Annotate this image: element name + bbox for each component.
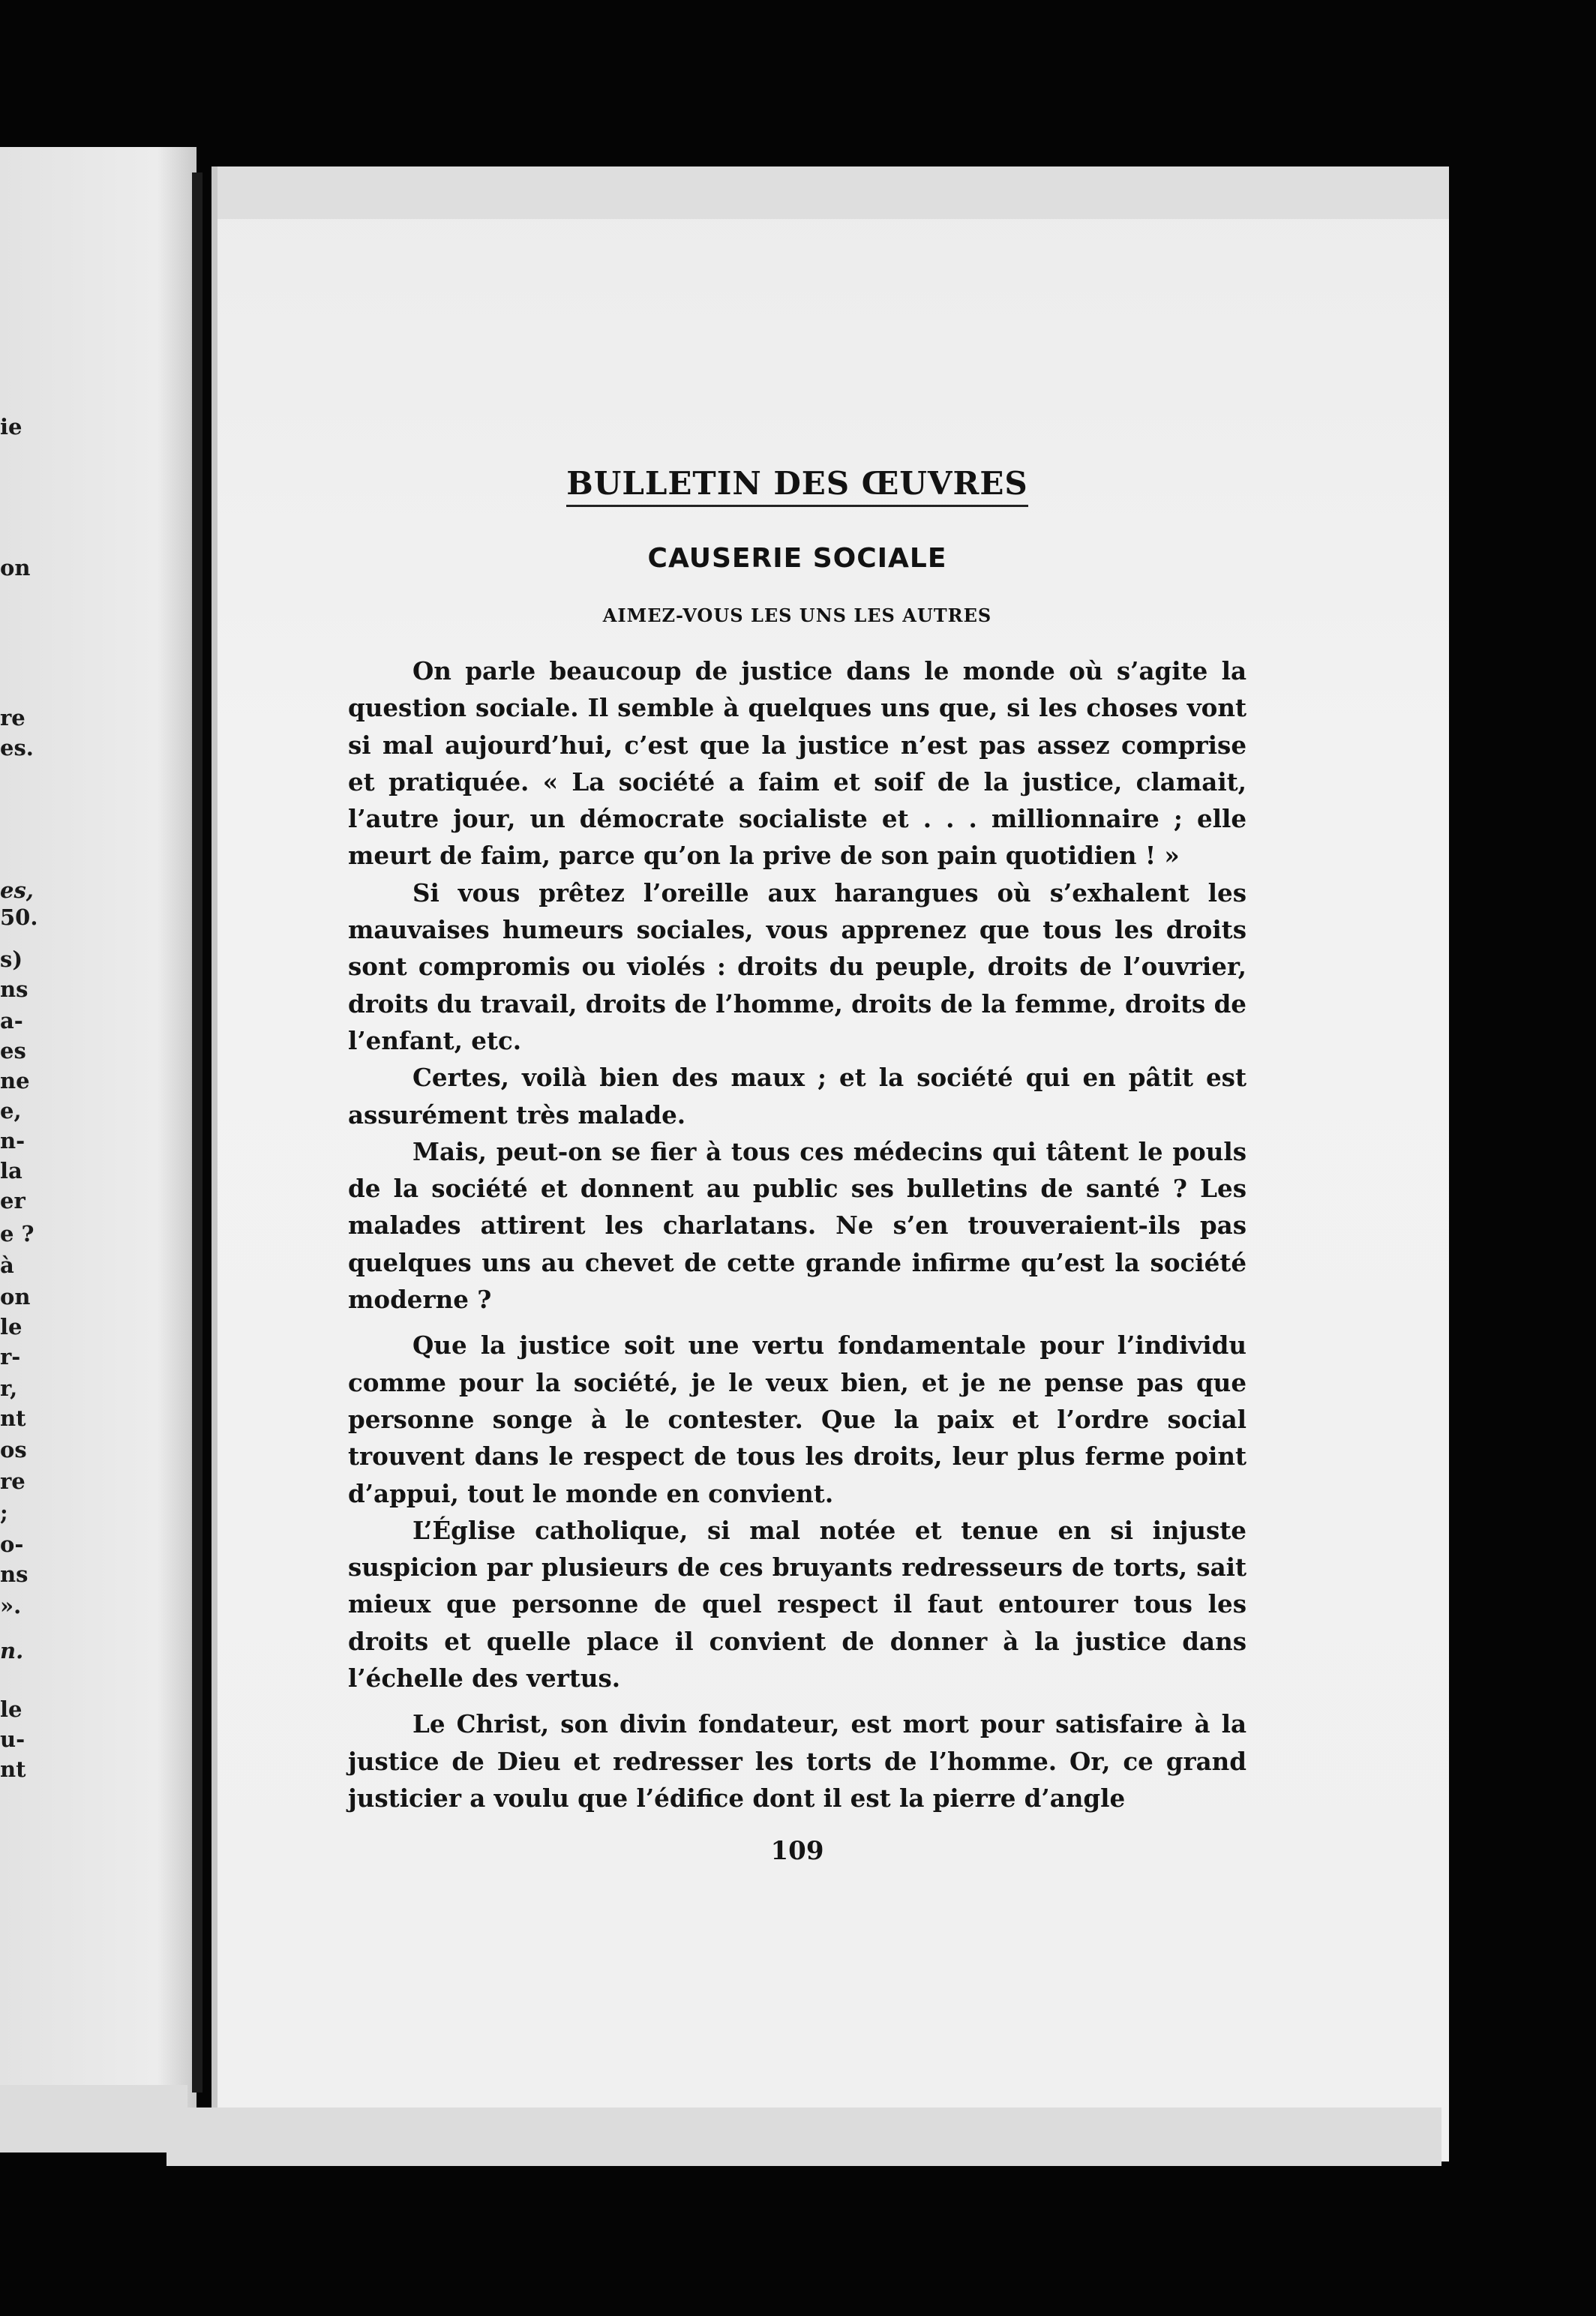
- left-page-fragment: r-: [0, 1344, 21, 1370]
- left-page-fragment: r,: [0, 1376, 18, 1401]
- left-page-fragment: es,: [0, 878, 34, 903]
- left-page-fragment: le: [0, 1314, 22, 1340]
- section-title: CAUSERIE SOCIALE: [647, 543, 947, 574]
- paragraph: Le Christ, son divin fondateur, est mort pour satisfaire à la justice de Dieu et redresser les torts de l’homme. Or, ce grand justicier a voulu que l’édifice dont il est la pierre d’angle: [348, 1709, 1246, 1813]
- left-page-fragment: la: [0, 1158, 22, 1184]
- left-page-fragment: u-: [0, 1726, 26, 1752]
- left-page-fragment: nt: [0, 1406, 26, 1431]
- bulletin-header-text: BULLETIN DES ŒUVRES: [566, 465, 1028, 507]
- left-page-fragment: es: [0, 1038, 26, 1064]
- left-page-fragment: o-: [0, 1532, 24, 1557]
- left-page-fragment: e,: [0, 1098, 22, 1124]
- paragraph: On parle beaucoup de justice dans le monde où s’agite la question sociale. Il semble à quelques uns que, si les choses vont si mal aujourd’hui, c’est que la justice n’est pas assez comprise et pratiquée. « La société a faim et soif de la justice, clamait, l’autre jour, un démocrate socialiste et . . . millionnaire ; elle meurt de faim, parce qu’on la prive de son pain quotidien ! »: [348, 656, 1246, 871]
- page-bottom-edge: [166, 2108, 1442, 2166]
- page-number: 109: [770, 1836, 824, 1866]
- paragraph: Mais, peut-on se fier à tous ces médecins qui tâtent le pouls de la société et donnent au public ses bulletins de santé ? Les malades attirent les charlatans. Ne s’en trouveraient-ils pas quelques uns au chevet de cette grande infirme qu’est la société moderne ?: [348, 1136, 1246, 1315]
- left-page-fragment: n.: [0, 1638, 24, 1664]
- left-page-fragment: ns: [0, 1562, 28, 1587]
- left-page-fragment: er: [0, 1188, 26, 1214]
- article-subtitle: AIMEZ-VOUS LES UNS LES AUTRES: [602, 604, 992, 626]
- left-page-fragment: ne: [0, 1068, 30, 1094]
- left-page-fragment: n-: [0, 1128, 26, 1154]
- left-page-fragment: nt: [0, 1756, 26, 1782]
- paragraph: Si vous prêtez l’oreille aux harangues où s’exhalent les mauvaises humeurs sociales, vous apprenez que tous les droits sont compromis ou violés : droits du peuple, droits de l’ouvrier, droits du travail, droits de l’homme, droits de la femme, droits de l’enfant, etc.: [348, 878, 1246, 1055]
- left-page-fragment: re: [0, 1468, 26, 1494]
- left-page-fragment: ns: [0, 976, 28, 1002]
- bulletin-header: [348, 465, 1246, 502]
- left-page-fragment: le: [0, 1696, 22, 1722]
- left-page-fragment: on: [0, 1284, 31, 1310]
- left-page-fragment: es.: [0, 735, 34, 760]
- left-page-fragment: os: [0, 1437, 27, 1462]
- left-page-fragment: ie: [0, 414, 22, 440]
- left-page-fragment: on: [0, 555, 31, 580]
- paragraph: L’Église catholique, si mal notée et tenue en si injuste suspicion par plusieurs de ces bruyants redresseurs de torts, sait mieux que personne de quel respect il faut entourer tous les droits et quelle place il convient de donner à la justice dans l’échelle des vertus.: [348, 1515, 1246, 1694]
- left-page-fragment: a-: [0, 1008, 23, 1034]
- left-page-fragment: ;: [0, 1500, 8, 1526]
- article-body: [348, 652, 1246, 1816]
- left-page-fragment: e ?: [0, 1221, 34, 1246]
- paragraph: Que la justice soit une vertu fondamentale pour l’individu comme pour la société, je le veux bien, et je ne pense pas que personne songe à le contester. Que la paix et l’ordre social trouvent dans le respect de tous les droits, leur plus ferme point d’appui, tout le monde en convient.: [348, 1330, 1246, 1508]
- left-page-fragment: à: [0, 1252, 14, 1278]
- paragraph: Certes, voilà bien des maux ; et la société qui en pâtit est assurément très malade.: [348, 1063, 1246, 1130]
- left-page-fragment: ».: [0, 1593, 22, 1618]
- left-page-fragment: re: [0, 705, 26, 730]
- left-page-bottom-edge: [0, 2085, 188, 2152]
- left-page-fragment: s): [0, 946, 23, 972]
- book-spine: [192, 172, 202, 2092]
- left-page-fragment: 50.: [0, 904, 38, 930]
- left-facing-page: [0, 147, 196, 2112]
- page-top-shadow: [212, 166, 1449, 219]
- page-left-edge: [212, 166, 218, 2162]
